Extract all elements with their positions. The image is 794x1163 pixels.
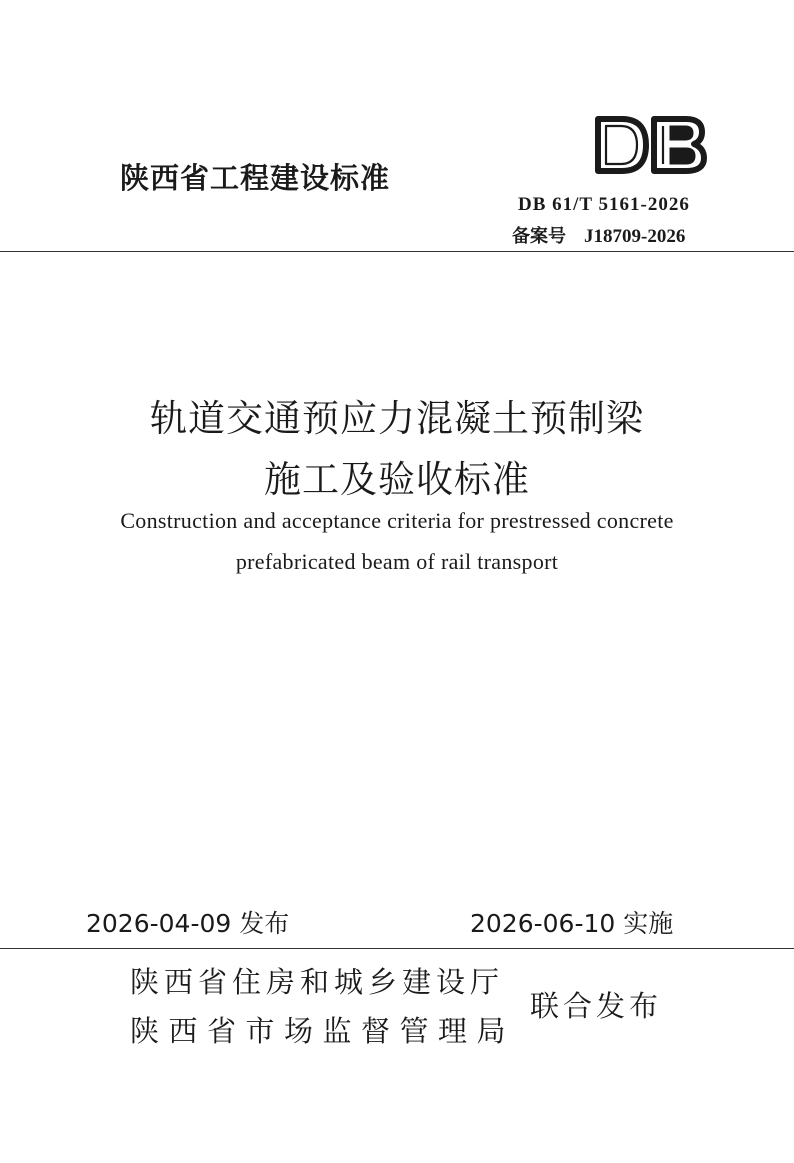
publisher-market-supervision: 陕西省市场监督管理局 xyxy=(130,1014,516,1048)
letter-b-mark xyxy=(654,119,704,171)
letter-d-mark xyxy=(598,119,646,171)
title-chinese-line-2: 施工及验收标准 xyxy=(264,458,530,501)
record-label: 备案号 xyxy=(512,226,566,247)
standard-series-name: 陕西省工程建设标准 xyxy=(120,161,391,195)
title-english-line-1: Construction and acceptance criteria for prestressed concrete xyxy=(120,508,674,533)
footer-divider xyxy=(0,948,794,949)
publisher-housing-department: 陕西省住房和城乡建设厅 xyxy=(130,965,505,999)
issue-date: 2026-04-09 发布 xyxy=(86,909,290,938)
standard-number: DB 61/T 5161-2026 xyxy=(518,194,690,215)
db-logo xyxy=(594,115,708,175)
record-number-row xyxy=(512,222,685,248)
implementation-date: 2026-06-10 实施 xyxy=(470,909,674,938)
joint-issue-label: 联合发布 xyxy=(530,989,663,1023)
title-english-line-2: prefabricated beam of rail transport xyxy=(235,549,559,574)
header-divider xyxy=(0,251,794,252)
record-number: J18709-2026 xyxy=(584,226,686,247)
title-chinese-line-1: 轨道交通预应力混凝土预制梁 xyxy=(150,397,644,440)
